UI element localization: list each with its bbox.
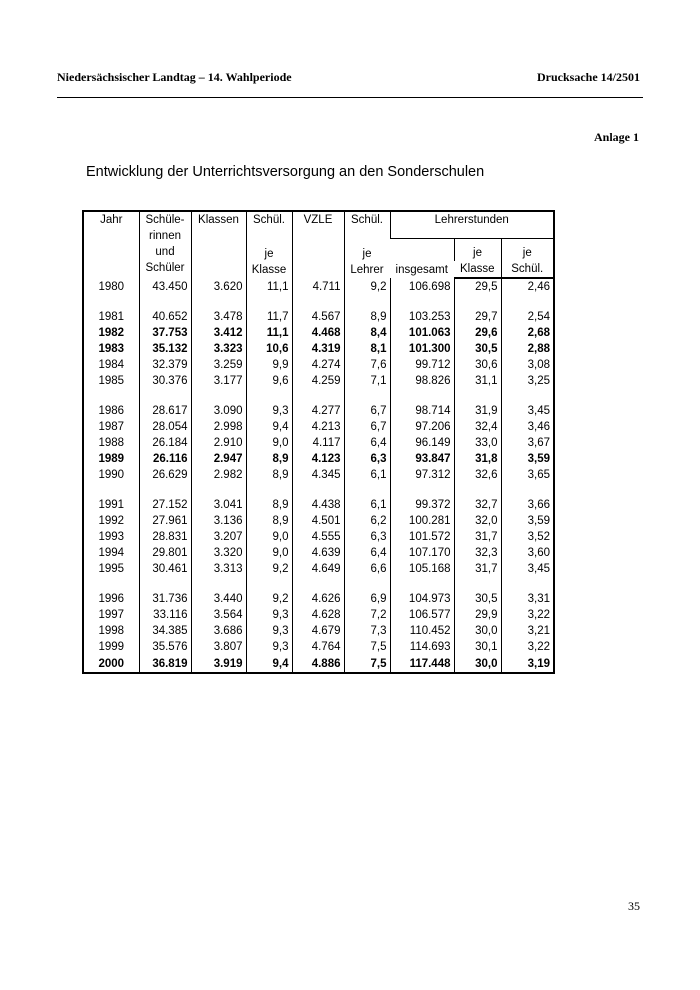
cell-js: 3,22	[501, 607, 554, 623]
cell-jk: 30,0	[454, 655, 501, 673]
cell-vzle: 4.117	[292, 435, 344, 451]
cell-insgesamt: 106.577	[390, 607, 454, 623]
cell-insgesamt: 101.300	[390, 341, 454, 357]
cell-schueler: 28.054	[139, 419, 191, 435]
cell-jahr: 1996	[98, 593, 125, 605]
cell-vzle: 4.259	[292, 373, 344, 389]
cell-sjl: 7,5	[344, 639, 390, 655]
cell-klassen: 3.136	[191, 513, 246, 529]
cell-schueler: 30.376	[139, 373, 191, 389]
table-row	[83, 483, 554, 513]
cell-js: 3,59	[501, 451, 554, 467]
cell-sjl: 6,9	[344, 577, 390, 607]
cell-jahr: 1989	[98, 453, 125, 465]
cell-sjl: 6,7	[344, 419, 390, 435]
cell-schueler: 27.961	[139, 513, 191, 529]
table-row	[83, 467, 554, 483]
cell-js: 3,59	[501, 513, 554, 529]
cell-jahr: 1983	[98, 343, 125, 355]
cell-schueler: 33.116	[139, 607, 191, 623]
table-row	[83, 325, 554, 341]
cell-vzle: 4.626	[292, 577, 344, 607]
table-row	[83, 278, 554, 295]
cell-insgesamt: 103.253	[390, 295, 454, 325]
cell-schueler: 29.801	[139, 545, 191, 561]
cell-js: 3,45	[501, 389, 554, 419]
col-header-sjl-l2: je	[362, 248, 372, 260]
cell-sjl: 7,1	[344, 373, 390, 389]
cell-vzle: 4.679	[292, 623, 344, 639]
cell-jk: 33,0	[454, 435, 501, 451]
cell-sjk: 11,1	[246, 278, 292, 295]
cell-js: 3,21	[501, 623, 554, 639]
cell-schueler: 27.152	[139, 483, 191, 513]
cell-jahr: 1987	[98, 421, 125, 433]
cell-js: 3,31	[501, 577, 554, 607]
col-header-schuel-je-lehrer	[344, 211, 390, 278]
cell-sjl: 6,7	[344, 389, 390, 419]
cell-sjl: 7,3	[344, 623, 390, 639]
cell-insgesamt: 104.973	[390, 577, 454, 607]
table-row	[83, 451, 554, 467]
cell-sjk: 9,2	[246, 561, 292, 577]
cell-schueler: 28.617	[139, 389, 191, 419]
cell-sjl: 8,1	[344, 341, 390, 357]
cell-klassen: 3.919	[191, 655, 246, 673]
cell-js: 2,88	[501, 341, 554, 357]
cell-sjk: 9,9	[246, 357, 292, 373]
cell-sjl: 6,2	[344, 513, 390, 529]
col-header-je-klasse-l2: Klasse	[454, 261, 501, 278]
cell-insgesamt: 117.448	[390, 655, 454, 673]
cell-klassen: 3.259	[191, 357, 246, 373]
cell-vzle: 4.649	[292, 561, 344, 577]
col-header-schuel-je-klasse	[246, 211, 292, 278]
cell-sjl: 7,2	[344, 607, 390, 623]
cell-schueler: 26.629	[139, 467, 191, 483]
cell-sjl: 7,6	[344, 357, 390, 373]
table-row	[83, 561, 554, 577]
cell-jk: 32,3	[454, 545, 501, 561]
cell-vzle: 4.319	[292, 341, 344, 357]
cell-sjk: 9,6	[246, 373, 292, 389]
cell-jahr: 1994	[98, 547, 125, 559]
cell-sjk: 8,9	[246, 483, 292, 513]
cell-jahr: 1997	[98, 609, 125, 621]
col-header-vzle-text: VZLE	[303, 214, 333, 226]
col-header-sjl-l1: Schül.	[351, 214, 383, 226]
table-row	[83, 639, 554, 655]
cell-schueler: 26.184	[139, 435, 191, 451]
table-row	[83, 373, 554, 389]
cell-sjl: 6,3	[344, 451, 390, 467]
cell-klassen: 3.478	[191, 295, 246, 325]
page-number: 35	[628, 899, 640, 913]
col-header-insgesamt: insgesamt	[395, 264, 448, 276]
cell-klassen: 3.412	[191, 325, 246, 341]
cell-sjk: 11,1	[246, 325, 292, 341]
cell-insgesamt: 98.826	[390, 373, 454, 389]
cell-sjl: 6,1	[344, 483, 390, 513]
cell-insgesamt: 106.698	[390, 278, 454, 295]
table-row	[83, 295, 554, 325]
cell-insgesamt: 93.847	[390, 451, 454, 467]
cell-insgesamt: 101.572	[390, 529, 454, 545]
cell-insgesamt: 107.170	[390, 545, 454, 561]
cell-js: 3,65	[501, 467, 554, 483]
cell-jahr: 2000	[98, 657, 125, 670]
cell-jk: 32,6	[454, 467, 501, 483]
cell-klassen: 3.564	[191, 607, 246, 623]
data-table	[82, 210, 555, 674]
cell-jahr: 1985	[98, 375, 125, 387]
cell-jk: 31,8	[454, 451, 501, 467]
cell-sjk: 8,9	[246, 513, 292, 529]
cell-jk: 31,9	[454, 389, 501, 419]
table-row	[83, 419, 554, 435]
cell-jk: 30,5	[454, 577, 501, 607]
header-rule	[57, 97, 643, 98]
col-header-je-schuel-l1: je	[501, 239, 554, 262]
cell-vzle: 4.274	[292, 357, 344, 373]
cell-sjk: 9,0	[246, 529, 292, 545]
cell-insgesamt: 100.281	[390, 513, 454, 529]
cell-sjk: 9,3	[246, 623, 292, 639]
cell-vzle: 4.628	[292, 607, 344, 623]
cell-vzle: 4.639	[292, 545, 344, 561]
cell-klassen: 3.323	[191, 341, 246, 357]
cell-klassen: 3.440	[191, 577, 246, 607]
cell-jahr: 1995	[98, 563, 125, 575]
cell-sjk: 9,0	[246, 435, 292, 451]
cell-sjk: 9,2	[246, 577, 292, 607]
cell-jk: 31,7	[454, 561, 501, 577]
col-header-schueler-l3: und	[155, 246, 175, 258]
cell-klassen: 3.320	[191, 545, 246, 561]
cell-schueler: 30.461	[139, 561, 191, 577]
cell-schueler: 28.831	[139, 529, 191, 545]
cell-vzle: 4.345	[292, 467, 344, 483]
cell-jahr: 1986	[98, 405, 125, 417]
cell-jk: 29,5	[454, 278, 501, 295]
col-header-sjk-l2: je	[264, 248, 274, 260]
table-row	[83, 529, 554, 545]
cell-sjl: 6,6	[344, 561, 390, 577]
cell-sjk: 10,6	[246, 341, 292, 357]
cell-schueler: 31.736	[139, 577, 191, 607]
cell-sjl: 8,9	[344, 295, 390, 325]
cell-klassen: 3.686	[191, 623, 246, 639]
cell-vzle: 4.213	[292, 419, 344, 435]
cell-schueler: 32.379	[139, 357, 191, 373]
col-header-sjl-l3: Lehrer	[350, 264, 384, 276]
table-row	[83, 357, 554, 373]
cell-klassen: 2.982	[191, 467, 246, 483]
cell-klassen: 3.090	[191, 389, 246, 419]
cell-jk: 31,7	[454, 529, 501, 545]
table-row	[83, 655, 554, 673]
col-header-schueler-l4: Schüler	[145, 262, 185, 274]
cell-jahr: 1981	[98, 311, 125, 323]
col-header-klassen-text: Klassen	[198, 214, 239, 226]
cell-insgesamt: 105.168	[390, 561, 454, 577]
header-right: Drucksache 14/2501	[537, 70, 640, 84]
cell-sjk: 9,3	[246, 639, 292, 655]
cell-sjl: 6,4	[344, 435, 390, 451]
cell-jk: 30,1	[454, 639, 501, 655]
cell-jahr: 1998	[98, 625, 125, 637]
cell-jahr: 1982	[98, 327, 125, 339]
cell-schueler: 40.652	[139, 295, 191, 325]
cell-schueler: 26.116	[139, 451, 191, 467]
table-header	[83, 211, 554, 278]
cell-vzle: 4.277	[292, 389, 344, 419]
cell-sjk: 9,0	[246, 545, 292, 561]
cell-jahr: 1992	[98, 515, 125, 527]
anlage-label: Anlage 1	[594, 130, 639, 144]
cell-js: 2,54	[501, 295, 554, 325]
cell-klassen: 3.207	[191, 529, 246, 545]
cell-sjk: 8,9	[246, 467, 292, 483]
cell-schueler: 36.819	[139, 655, 191, 673]
cell-vzle: 4.764	[292, 639, 344, 655]
col-header-schueler	[139, 211, 191, 278]
cell-jk: 31,1	[454, 373, 501, 389]
col-header-lehrerstunden: Lehrerstunden	[390, 211, 554, 239]
cell-insgesamt: 99.712	[390, 357, 454, 373]
col-header-vzle	[292, 211, 344, 278]
cell-jahr: 1980	[98, 280, 125, 293]
table-row	[83, 513, 554, 529]
cell-jk: 32,4	[454, 419, 501, 435]
cell-vzle: 4.567	[292, 295, 344, 325]
cell-vzle: 4.123	[292, 451, 344, 467]
cell-sjk: 8,9	[246, 451, 292, 467]
table-row	[83, 577, 554, 607]
cell-vzle: 4.886	[292, 655, 344, 673]
cell-js: 2,46	[501, 278, 554, 295]
cell-klassen: 3.620	[191, 278, 246, 295]
cell-insgesamt: 114.693	[390, 639, 454, 655]
table-body	[83, 278, 554, 673]
col-header-je-schuel-l2: Schül.	[501, 261, 554, 278]
cell-jahr: 1984	[98, 359, 125, 371]
cell-vzle: 4.438	[292, 483, 344, 513]
cell-jk: 30,5	[454, 341, 501, 357]
col-header-schueler-l1: Schüle-	[145, 214, 185, 226]
cell-js: 2,68	[501, 325, 554, 341]
cell-sjl: 8,4	[344, 325, 390, 341]
table-row	[83, 623, 554, 639]
cell-js: 3,60	[501, 545, 554, 561]
cell-insgesamt: 97.206	[390, 419, 454, 435]
cell-sjl: 7,5	[344, 655, 390, 673]
page-title: Entwicklung der Unterrichtsversorgung an den Sonderschulen	[86, 164, 485, 180]
cell-sjk: 9,3	[246, 389, 292, 419]
cell-jk: 32,7	[454, 483, 501, 513]
cell-insgesamt: 96.149	[390, 435, 454, 451]
cell-sjl: 6,1	[344, 467, 390, 483]
cell-klassen: 2.998	[191, 419, 246, 435]
header-left: Niedersächsischer Landtag – 14. Wahlperiode	[57, 70, 292, 84]
cell-sjl: 6,4	[344, 545, 390, 561]
col-header-sjk-l3: Klasse	[251, 264, 287, 276]
cell-klassen: 3.313	[191, 561, 246, 577]
col-header-jahr	[83, 211, 139, 278]
cell-js: 3,46	[501, 419, 554, 435]
cell-js: 3,19	[501, 655, 554, 673]
cell-sjk: 9,4	[246, 419, 292, 435]
cell-vzle: 4.555	[292, 529, 344, 545]
cell-jahr: 1990	[98, 469, 125, 481]
cell-js: 3,25	[501, 373, 554, 389]
cell-klassen: 2.910	[191, 435, 246, 451]
cell-vzle: 4.711	[292, 278, 344, 295]
cell-jk: 30,6	[454, 357, 501, 373]
cell-jk: 29,9	[454, 607, 501, 623]
cell-insgesamt: 110.452	[390, 623, 454, 639]
col-header-jahr-text: Jahr	[100, 214, 123, 226]
table-row	[83, 341, 554, 357]
table-row	[83, 545, 554, 561]
cell-js: 3,22	[501, 639, 554, 655]
cell-insgesamt: 97.312	[390, 467, 454, 483]
cell-jk: 32,0	[454, 513, 501, 529]
cell-jk: 29,7	[454, 295, 501, 325]
cell-schueler: 35.576	[139, 639, 191, 655]
cell-sjk: 9,4	[246, 655, 292, 673]
cell-sjk: 9,3	[246, 607, 292, 623]
cell-js: 3,67	[501, 435, 554, 451]
cell-vzle: 4.501	[292, 513, 344, 529]
cell-sjk: 11,7	[246, 295, 292, 325]
cell-jk: 29,6	[454, 325, 501, 341]
cell-insgesamt: 98.714	[390, 389, 454, 419]
cell-jahr: 1991	[98, 499, 125, 511]
col-header-sjk-l1: Schül.	[253, 214, 285, 226]
cell-jahr: 1988	[98, 437, 125, 449]
cell-schueler: 35.132	[139, 341, 191, 357]
cell-jk: 30,0	[454, 623, 501, 639]
cell-klassen: 3.177	[191, 373, 246, 389]
cell-schueler: 37.753	[139, 325, 191, 341]
col-header-klassen	[191, 211, 246, 278]
col-header-schueler-l2: rinnen	[149, 230, 181, 242]
cell-klassen: 3.041	[191, 483, 246, 513]
col-header-je-klasse-l1: je	[454, 239, 501, 262]
cell-insgesamt: 99.372	[390, 483, 454, 513]
table-row	[83, 607, 554, 623]
cell-js: 3,52	[501, 529, 554, 545]
cell-sjl: 6,3	[344, 529, 390, 545]
table-row	[83, 389, 554, 419]
cell-jahr: 1999	[98, 641, 125, 653]
cell-jahr: 1993	[98, 531, 125, 543]
cell-klassen: 3.807	[191, 639, 246, 655]
table-row	[83, 435, 554, 451]
cell-js: 3,08	[501, 357, 554, 373]
cell-insgesamt: 101.063	[390, 325, 454, 341]
cell-vzle: 4.468	[292, 325, 344, 341]
cell-sjl: 9,2	[344, 278, 390, 295]
cell-schueler: 43.450	[139, 278, 191, 295]
cell-schueler: 34.385	[139, 623, 191, 639]
cell-klassen: 2.947	[191, 451, 246, 467]
cell-js: 3,45	[501, 561, 554, 577]
cell-js: 3,66	[501, 483, 554, 513]
